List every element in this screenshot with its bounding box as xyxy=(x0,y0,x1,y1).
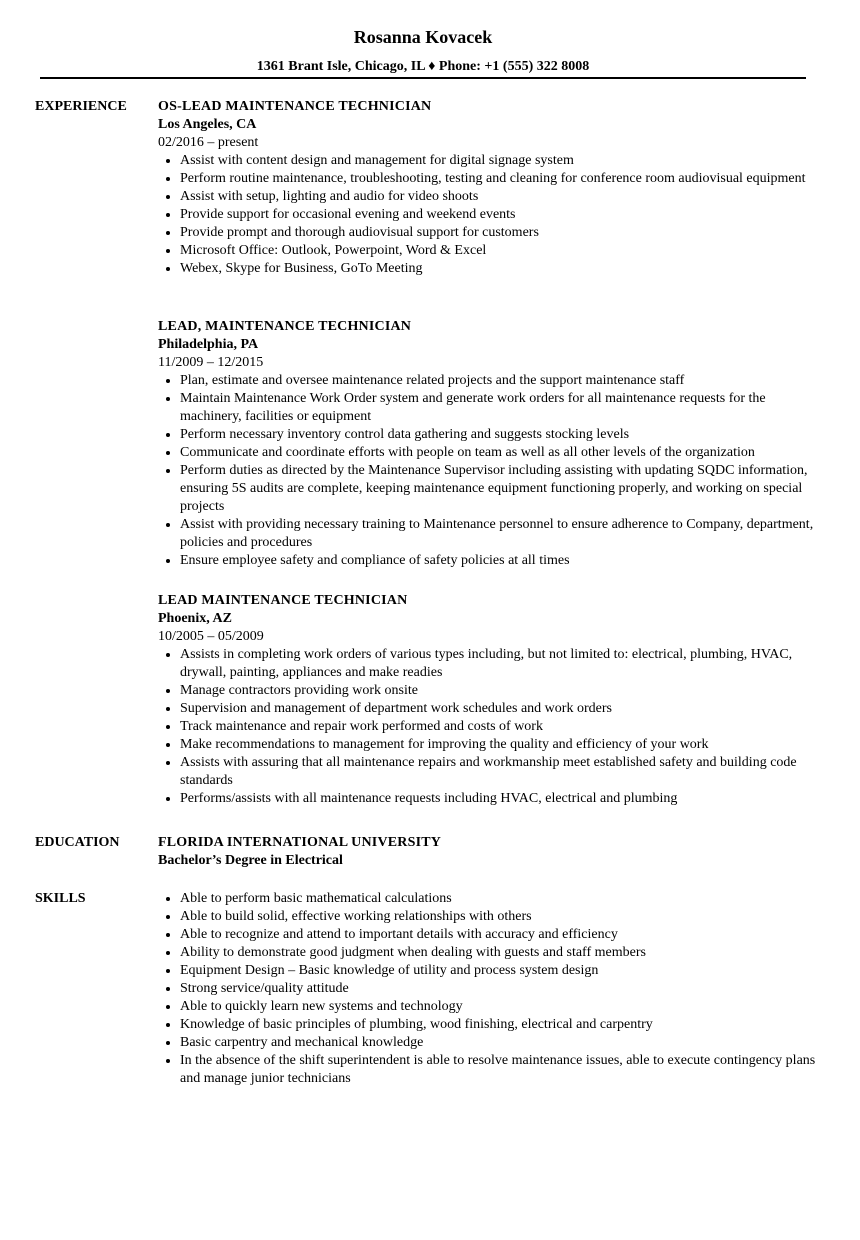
job-bullet: Track maintenance and repair work performed and costs of work xyxy=(158,718,818,736)
job-location: Phoenix, AZ xyxy=(158,611,232,626)
job-bullet: Assist with setup, lighting and audio for video shoots xyxy=(158,188,818,206)
job-dates: 02/2016 – present xyxy=(158,135,259,150)
job-location: Los Angeles, CA xyxy=(158,117,257,132)
job-entry xyxy=(158,318,818,570)
job-bullet: Assists with assuring that all maintenance repairs and workmanship meet established safety and building code standards xyxy=(158,754,818,790)
skill-item: Able to build solid, effective working relationships with others xyxy=(158,908,818,926)
job-bullet: Assist with content design and management for digital signage system xyxy=(158,152,818,170)
job-title: LEAD MAINTENANCE TECHNICIAN xyxy=(158,593,408,608)
education-degree: Bachelor’s Degree in Electrical xyxy=(158,853,343,868)
contact-line: 1361 Brant Isle, Chicago, IL ♦ Phone: +1 (555) 322 8008 xyxy=(256,59,590,74)
job-bullet: Make recommendations to management for improving the quality and efficiency of your work xyxy=(158,736,818,754)
job-bullet: Provide prompt and thorough audiovisual support for customers xyxy=(158,224,818,242)
header-divider xyxy=(40,77,806,79)
education-section-label: EDUCATION xyxy=(35,835,120,850)
job-bullet: Performs/assists with all maintenance requests including HVAC, electrical and plumbing xyxy=(158,790,818,808)
job-bullet-list xyxy=(158,152,818,278)
job-bullet: Manage contractors providing work onsite xyxy=(158,682,818,700)
job-bullet-list xyxy=(158,372,818,570)
job-bullet: Perform duties as directed by the Maintenance Supervisor including assisting with updating SQDC information, ensuring 5S audits are complete, keeping maintenance equipment functioning properly, and working on special projects xyxy=(158,462,818,516)
job-bullet: Assists in completing work orders of various types including, but not limited to: electrical, plumbing, HVAC, drywall, painting, appliances and make readies xyxy=(158,646,818,682)
job-bullet: Ensure employee safety and compliance of safety policies at all times xyxy=(158,552,818,570)
job-dates: 11/2009 – 12/2015 xyxy=(158,355,264,370)
job-bullet: Communicate and coordinate efforts with people on team as well as all other levels of the organization xyxy=(158,444,818,462)
skill-item: In the absence of the shift superintendent is able to resolve maintenance issues, able to execute contingency plans and manage junior technicians xyxy=(158,1052,818,1088)
job-dates: 10/2005 – 05/2009 xyxy=(158,629,264,644)
skills-entry xyxy=(158,890,818,1088)
job-title: LEAD, MAINTENANCE TECHNICIAN xyxy=(158,319,412,334)
job-bullet: Provide support for occasional evening and weekend events xyxy=(158,206,818,224)
skill-item: Basic carpentry and mechanical knowledge xyxy=(158,1034,818,1052)
education-school: FLORIDA INTERNATIONAL UNIVERSITY xyxy=(158,835,442,850)
job-bullet: Supervision and management of department work schedules and work orders xyxy=(158,700,818,718)
job-bullet: Maintain Maintenance Work Order system and generate work orders for all maintenance requests for the machinery, facilities or equipment xyxy=(158,390,818,426)
experience-section-label: EXPERIENCE xyxy=(35,99,127,114)
skill-item: Able to perform basic mathematical calculations xyxy=(158,890,818,908)
job-bullet: Webex, Skype for Business, GoTo Meeting xyxy=(158,260,818,278)
job-bullet: Microsoft Office: Outlook, Powerpoint, Word & Excel xyxy=(158,242,818,260)
job-bullet: Perform routine maintenance, troubleshooting, testing and cleaning for conference room audiovisual equipment xyxy=(158,170,818,188)
job-entry xyxy=(158,592,818,808)
education-entry xyxy=(158,834,818,870)
skill-item: Able to recognize and attend to important details with accuracy and efficiency xyxy=(158,926,818,944)
job-bullet: Plan, estimate and oversee maintenance related projects and the support maintenance staff xyxy=(158,372,818,390)
job-location: Philadelphia, PA xyxy=(158,337,259,352)
skill-item: Ability to demonstrate good judgment when dealing with guests and staff members xyxy=(158,944,818,962)
skill-item: Able to quickly learn new systems and technology xyxy=(158,998,818,1016)
skill-item: Equipment Design – Basic knowledge of utility and process system design xyxy=(158,962,818,980)
job-bullet-list xyxy=(158,646,818,808)
skill-item: Knowledge of basic principles of plumbing, wood finishing, electrical and carpentry xyxy=(158,1016,818,1034)
job-title: OS-LEAD MAINTENANCE TECHNICIAN xyxy=(158,99,432,114)
skills-section-label: SKILLS xyxy=(35,891,86,906)
skills-list xyxy=(158,890,818,1088)
skill-item: Strong service/quality attitude xyxy=(158,980,818,998)
candidate-name: Rosanna Kovacek xyxy=(353,27,493,47)
job-bullet: Perform necessary inventory control data gathering and suggests stocking levels xyxy=(158,426,818,444)
job-entry xyxy=(158,98,818,278)
job-bullet: Assist with providing necessary training to Maintenance personnel to ensure adherence to Company, department, policies and procedures xyxy=(158,516,818,552)
